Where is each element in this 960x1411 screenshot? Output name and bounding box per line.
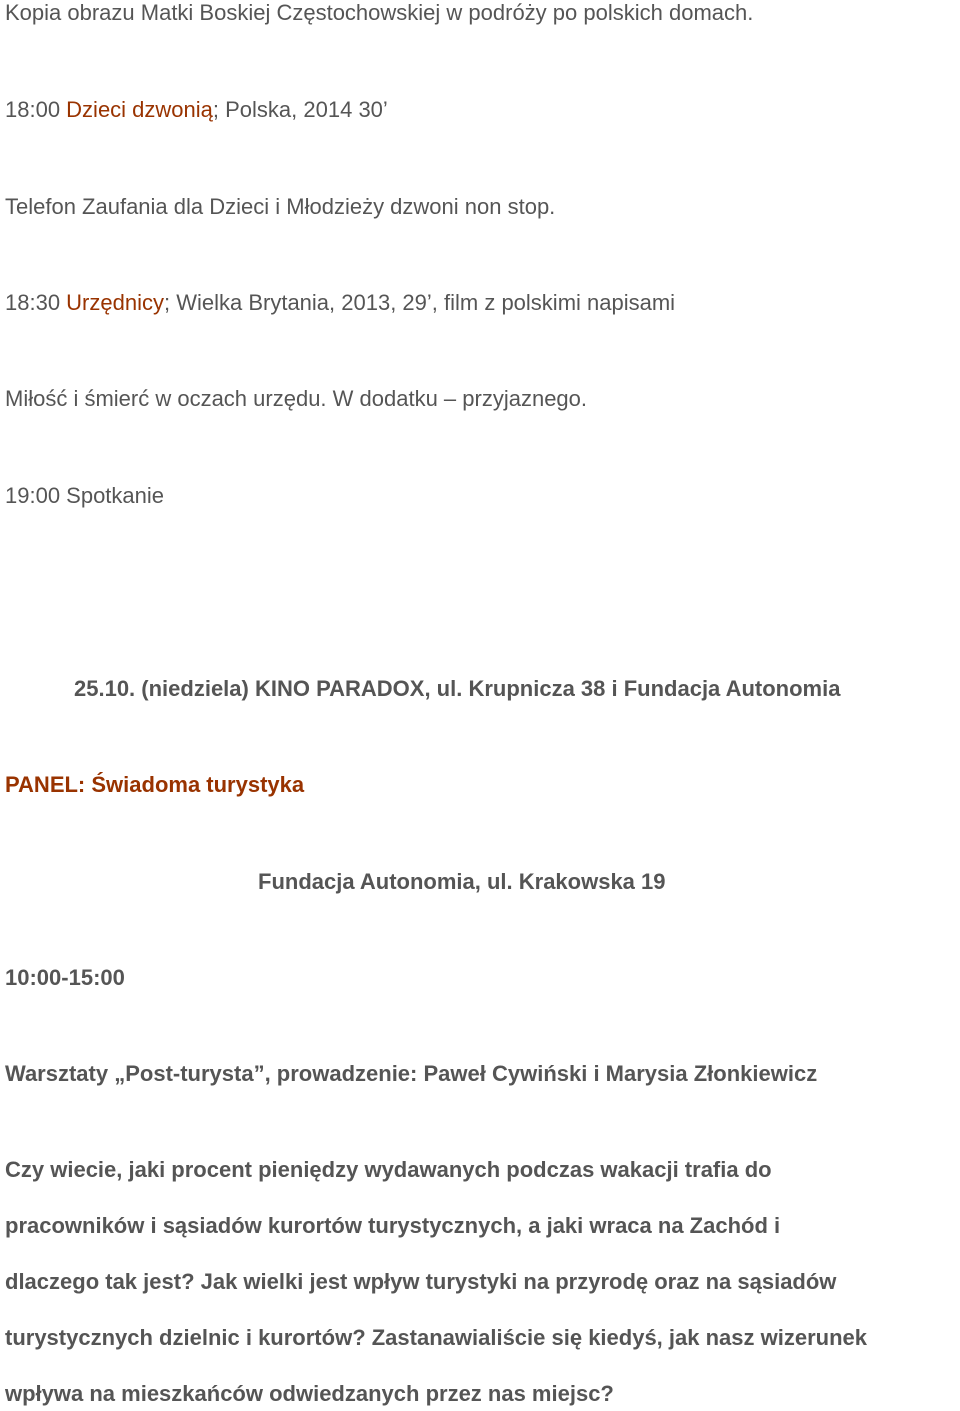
event-title-link[interactable]: Urzędnicy — [66, 290, 164, 315]
event-title-link[interactable]: Dzieci dzwonią — [66, 97, 213, 122]
event-details: ; Polska, 2014 30’ — [212, 97, 388, 122]
paragraph-line: Czy wiecie, jaki procent pieniędzy wydawanych podczas wakacji trafia do — [5, 1157, 772, 1182]
event-line-dzieci-dzwonia — [5, 97, 388, 123]
panel-title: PANEL: Świadoma turystyka — [5, 772, 305, 797]
workshop-title: Warsztaty „Post-turysta”, prowadzenie: Paweł Cywiński i Marysia Złonkiewicz — [5, 1061, 818, 1086]
event-line-urzednicy — [5, 290, 675, 316]
event-description: Miłość i śmierć w oczach urzędu. W dodatku – przyjaznego. — [5, 386, 588, 411]
paragraph-line: wpływa na mieszkańców odwiedzanych przez nas miejsc? — [5, 1381, 614, 1406]
panel-time: 10:00-15:00 — [5, 965, 125, 990]
event-time: 18:00 — [5, 97, 67, 122]
event-time: 18:30 — [5, 290, 67, 315]
event-description: Telefon Zaufania dla Dzieci i Młodzieży dzwoni non stop. — [5, 194, 556, 219]
paragraph-line: turystycznych dzielnic i kurortów? Zastanawialiście się kiedyś, jak nasz wizerunek — [5, 1325, 867, 1350]
panel-location: Fundacja Autonomia, ul. Krakowska 19 — [258, 869, 666, 894]
text-line-icon-journey: Kopia obrazu Matki Boskiej Częstochowskiej w podróży po polskich domach. — [5, 0, 754, 25]
paragraph-line: pracowników i sąsiadów kurortów turystycznych, a jaki wraca na Zachód i — [5, 1213, 781, 1238]
paragraph-line: dlaczego tak jest? Jak wielki jest wpływ turystyki na przyrodę oraz na sąsiadów — [5, 1269, 837, 1294]
day-heading: 25.10. (niedziela) KINO PARADOX, ul. Krupnicza 38 i Fundacja Autonomia — [74, 676, 841, 701]
event-details: ; Wielka Brytania, 2013, 29’, film z polskimi napisami — [163, 290, 676, 315]
event-line-spotkanie: 19:00 Spotkanie — [5, 483, 165, 508]
